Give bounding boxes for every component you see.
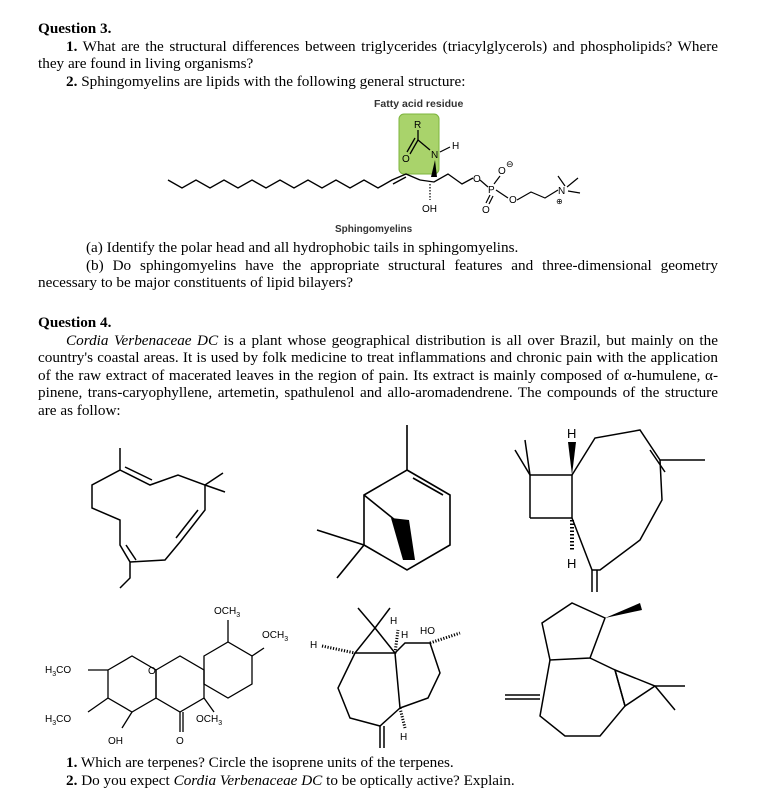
atom-h: H xyxy=(452,141,460,152)
choline-chain xyxy=(517,190,558,200)
ring-bonds-right xyxy=(120,470,205,562)
atom-h-junction: H xyxy=(401,630,409,641)
five-ring xyxy=(542,603,605,660)
atom-h-left: H xyxy=(310,640,318,651)
ring-c xyxy=(156,656,204,712)
question-3-header-block xyxy=(38,20,718,90)
alpha-humulene-structure xyxy=(80,440,260,600)
label-och3-right: $OCH_3$ xyxy=(262,630,289,643)
atom-o-ester-2: O xyxy=(509,195,517,206)
bond-p-o-double xyxy=(486,195,490,203)
methyl-1 xyxy=(358,608,375,628)
atom-o-carbonyl: O xyxy=(176,736,184,747)
methyl-2 xyxy=(205,485,225,492)
label-h3co-2: $H_3CO$ xyxy=(45,714,72,727)
backbone-chain xyxy=(420,174,473,184)
item-number: 2. xyxy=(66,771,78,789)
question-3-item-2 xyxy=(38,73,718,91)
label-och3-c3: $OCH_3$ xyxy=(196,714,223,727)
bond-p-o-minus xyxy=(494,176,500,184)
ring-double-bond xyxy=(413,478,443,495)
ring-b xyxy=(204,642,252,698)
atom-o-ester: O xyxy=(473,174,481,185)
bond-ome-c3 xyxy=(204,698,214,712)
hydrocarbon-tail xyxy=(168,174,420,188)
seven-ring xyxy=(540,658,625,736)
ring-a xyxy=(108,656,156,712)
bridge-wedge xyxy=(391,518,415,560)
atom-n-plus: N xyxy=(558,186,566,197)
cyclopropane xyxy=(355,628,395,653)
ring-right xyxy=(592,460,662,570)
ring-top xyxy=(572,430,705,475)
gem-methyl-2 xyxy=(655,686,675,710)
charge-minus: ⊖ xyxy=(506,159,514,169)
atom-h-right: H xyxy=(390,616,398,627)
item-text-b: to be optically active? Explain. xyxy=(322,771,515,789)
intro-text: is a plant whose geographical distribution is all over Brazil, but mainly on the country's coastal areas. It is used by folk medicine to treat inflammations and chronic pain with the application of the raw extract of macerated leaves in the region of pain. Its extract is mainly composed of α-humulene, α-pinene, trans-caryophyllene, artemetin, spathulenol and allo-aromadendrene. The compounds of the structure are as follow: xyxy=(38,331,718,419)
double-bond-1 xyxy=(125,467,152,480)
alpha-pinene-structure xyxy=(305,420,475,600)
question-4-intro xyxy=(38,332,718,420)
methyl-2 xyxy=(375,608,390,628)
subpart-a: (a) Identify the polar head and all hydrophobic tails in sphingomyelins. xyxy=(86,239,519,256)
label-ho: HO xyxy=(420,626,435,637)
atom-h-bottom: H xyxy=(400,732,408,743)
plant-name: Cordia Verbenaceae DC xyxy=(66,331,219,349)
label-och3-top: $OCH_3$ xyxy=(214,606,241,619)
atom-o-ring: O xyxy=(148,666,156,677)
gem-methyl-2 xyxy=(337,545,364,578)
bridge-bond xyxy=(364,495,395,520)
atom-o-double: O xyxy=(482,205,490,216)
question-4-subparts xyxy=(38,754,738,789)
atom-o-minus: O xyxy=(498,166,506,177)
five-ring xyxy=(395,643,440,708)
ring-bonds-left xyxy=(92,448,130,588)
methyl-bond-1 xyxy=(558,176,565,186)
methyl-bond-2 xyxy=(567,178,578,187)
item-number: 1. xyxy=(66,754,78,771)
question-4-item-1 xyxy=(38,754,738,772)
allo-aromadendrene-structure xyxy=(500,598,700,758)
sphingomyelin-caption: Sphingomyelins xyxy=(335,224,413,235)
subpart-b: (b) Do sphingomyelins have the appropriate structural features and three-dimensional geometry necessary to be major constituents of lipid bilayers? xyxy=(38,256,718,292)
seven-ring xyxy=(338,653,400,726)
atom-o-carbonyl: O xyxy=(402,154,410,165)
item-text: What are the structural differences between triglycerides (triacylglycerols) and phospholipids? Where they are found in living organisms? xyxy=(38,37,718,73)
gem-methyl-1 xyxy=(317,530,364,545)
item-text: Which are terpenes? Circle the isoprene units of the terpenes. xyxy=(77,754,454,771)
bond-p-o-double-2 xyxy=(489,196,493,204)
item-number: 1. xyxy=(66,37,78,55)
atom-n: N xyxy=(431,150,439,161)
spathulenol-structure xyxy=(310,598,490,758)
bond-meo-2 xyxy=(88,698,108,712)
charge-plus: ⊕ xyxy=(556,197,563,206)
question-3-subparts xyxy=(38,239,718,292)
item-text: Sphingomyelins are lipids with the following general structure: xyxy=(77,72,466,90)
atom-h-top: H xyxy=(567,426,577,441)
label-oh: OH xyxy=(108,736,123,747)
hashed-h-bottom xyxy=(400,708,405,728)
hashed-h-left xyxy=(322,646,355,653)
atom-p: P xyxy=(488,185,495,196)
trans-caryophyllene-structure xyxy=(500,420,720,600)
bond-ome-right xyxy=(252,648,264,656)
bond-n-h xyxy=(440,147,450,152)
fatty-acid-label: Fatty acid residue xyxy=(374,98,464,110)
item-number: 2. xyxy=(66,72,78,90)
bond-p-o-ester xyxy=(496,190,508,198)
plant-name: Cordia Verbenaceae DC xyxy=(173,771,323,789)
methyl-wedge xyxy=(605,603,642,618)
cyclopropane xyxy=(615,670,655,706)
question-4-block xyxy=(38,314,718,420)
methyl-1 xyxy=(205,473,223,485)
ring-double-bond xyxy=(650,450,665,472)
question-3-title: Question 3. xyxy=(38,20,112,37)
atom-r: R xyxy=(414,120,422,131)
label-h3co-1: $H_3CO$ xyxy=(45,665,72,678)
question-3-item-1 xyxy=(38,38,718,73)
bond-o-p xyxy=(480,180,488,187)
item-text-a: Do you expect xyxy=(77,771,174,789)
question-4-item-2 xyxy=(38,772,738,790)
atom-h-bottom: H xyxy=(567,556,577,571)
sphingomyelin-structure xyxy=(160,92,610,237)
artemetin-structure xyxy=(40,598,300,758)
methyl-bond-3 xyxy=(568,191,580,193)
bond-oh xyxy=(122,712,132,728)
question-4-title: Question 4. xyxy=(38,314,112,331)
atom-oh: OH xyxy=(422,204,437,215)
